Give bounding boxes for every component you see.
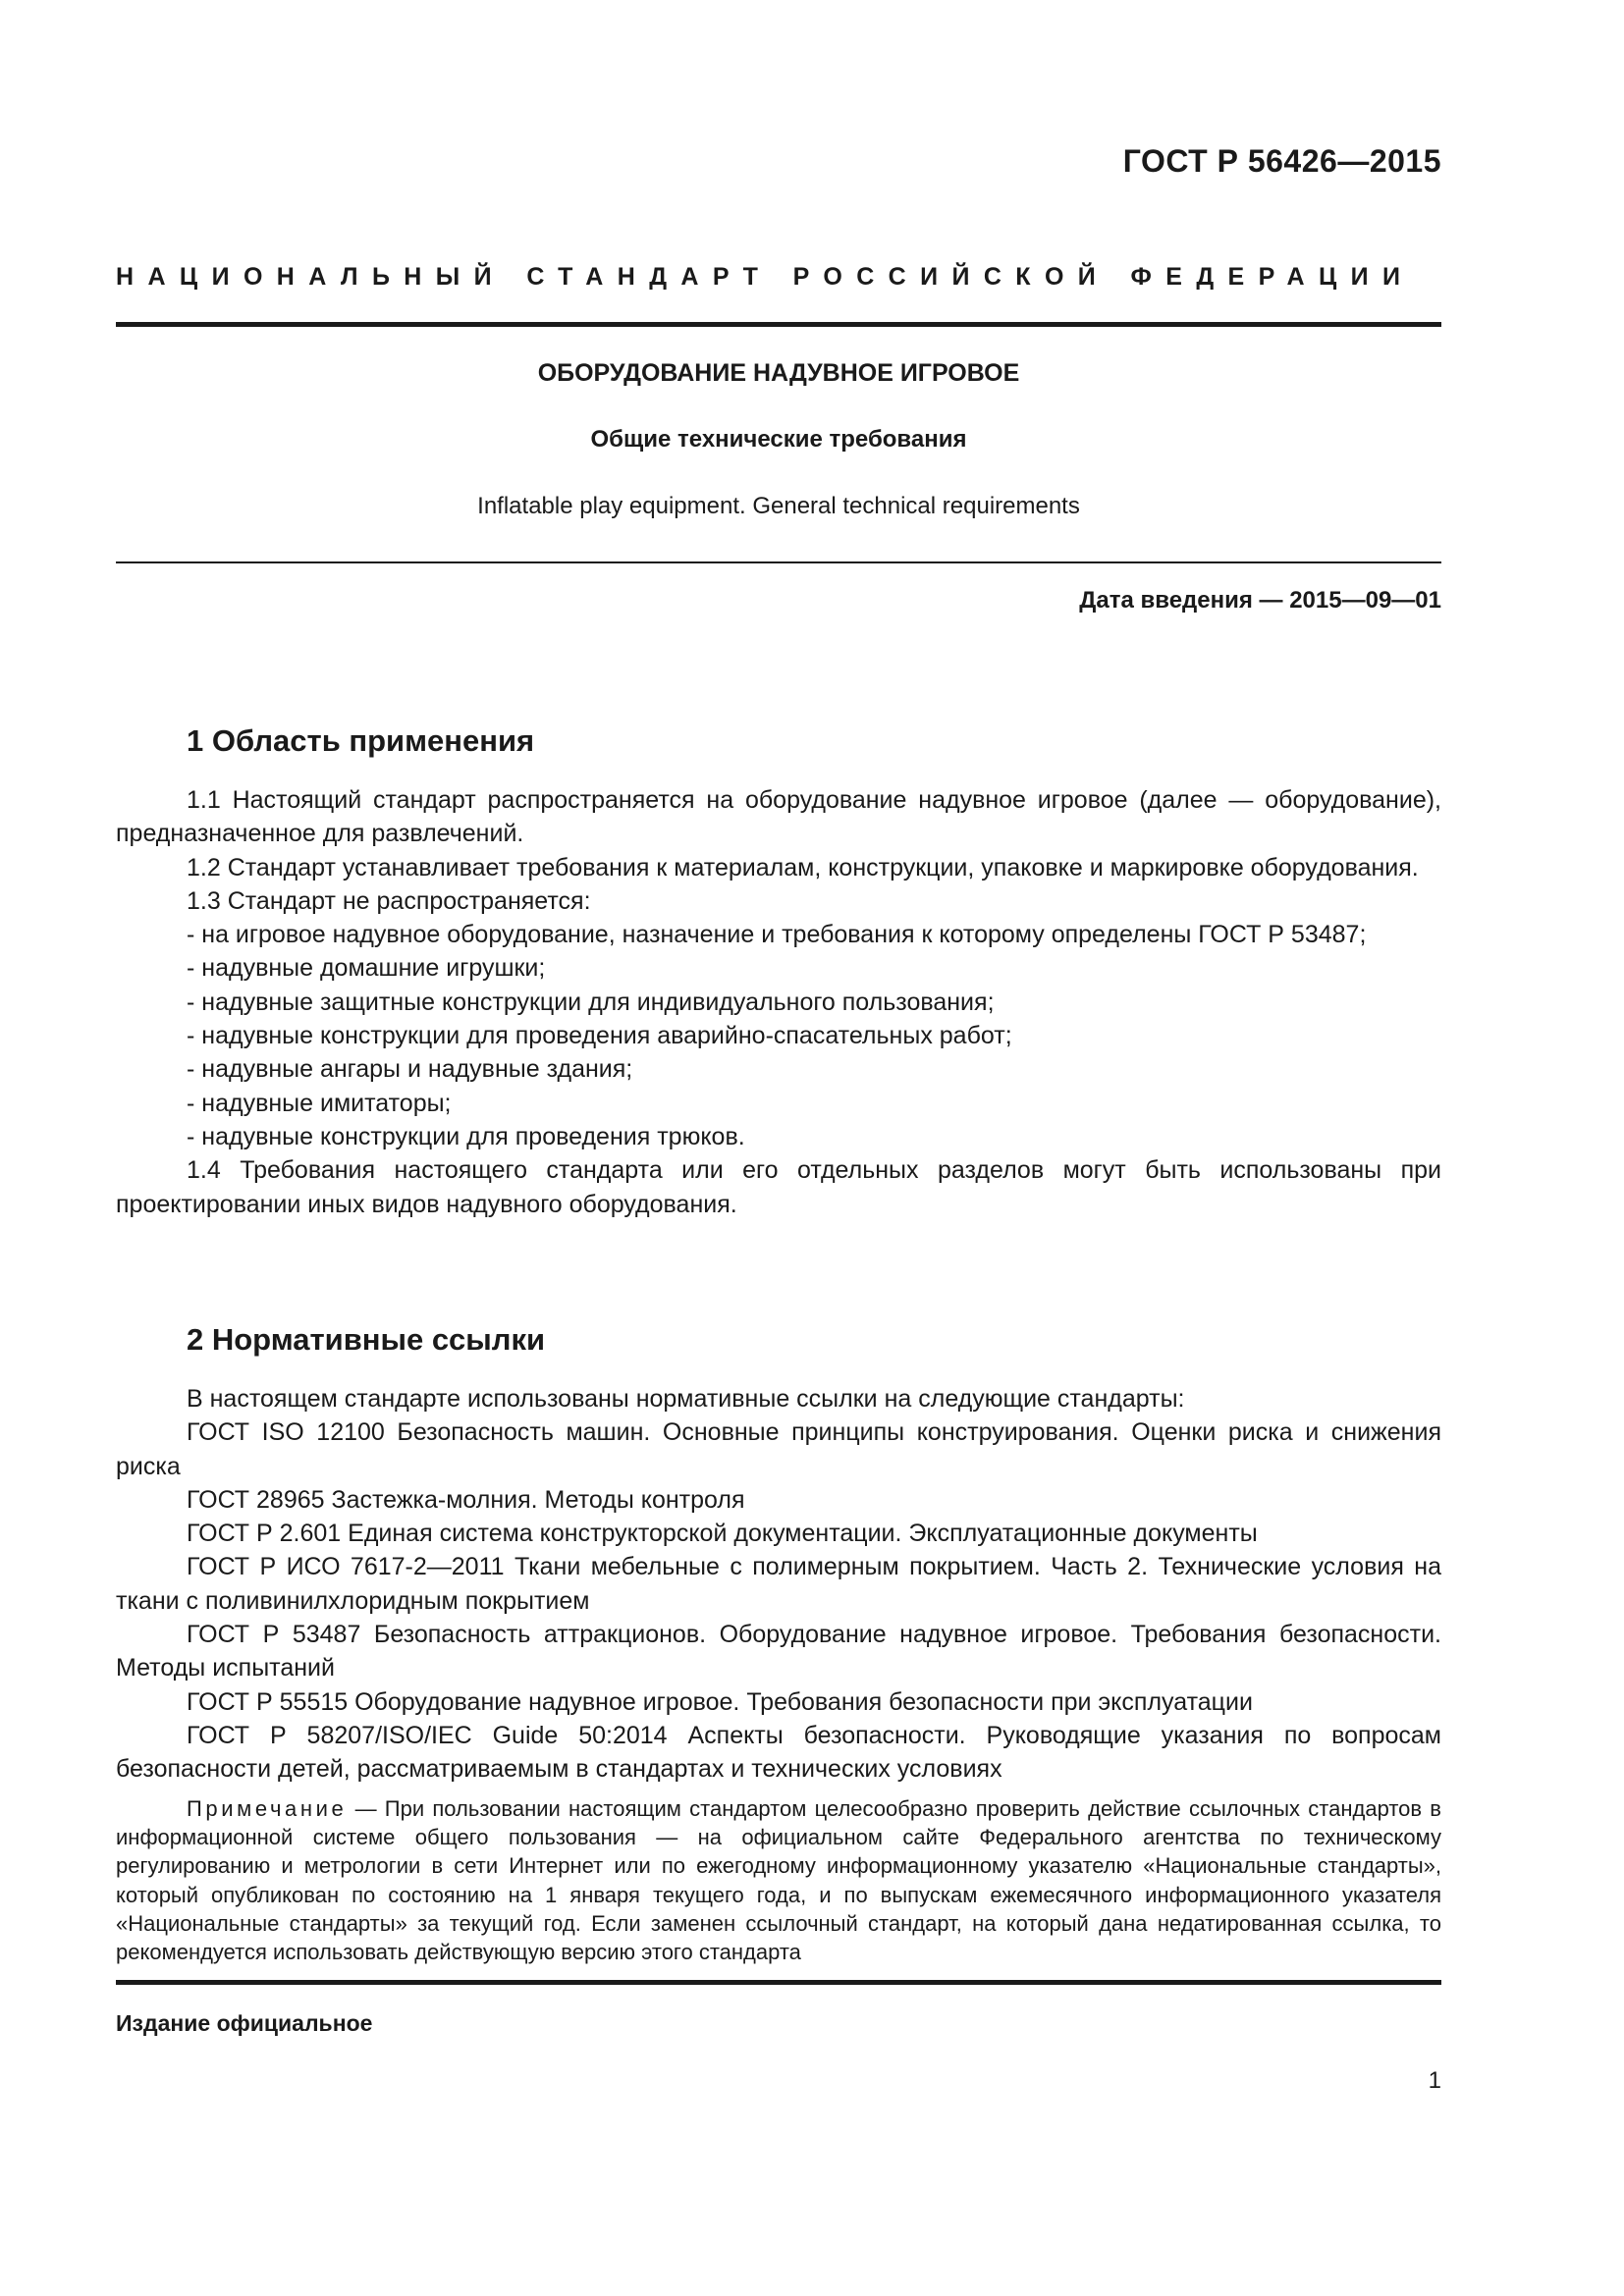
reference-item: ГОСТ Р ИСО 7617-2—2011 Ткани мебельные с полимерным покрытием. Часть 2. Технические условия на ткани с поливинилхлоридным покрытием xyxy=(116,1553,1441,1615)
reference-item: ГОСТ 28965 Застежка-молния. Методы контроля xyxy=(187,1485,745,1514)
paragraph-1-3: 1.3 Стандарт не распространяется: xyxy=(187,886,591,915)
references-intro: В настоящем стандарте использованы нормативные ссылки на следующие стандарты: xyxy=(187,1385,1185,1413)
list-item: - надувные конструкции для проведения аварийно-спасательных работ; xyxy=(187,1022,1012,1050)
document-page xyxy=(116,0,1441,2296)
document-subtitle: Общие технические требования xyxy=(590,426,967,453)
note-label: Примечание xyxy=(187,1796,348,1821)
reference-item: ГОСТ Р 55515 Оборудование надувное игровое. Требования безопасности при эксплуатации xyxy=(187,1687,1253,1716)
footer-divider xyxy=(116,1980,1441,1985)
list-item: - надувные конструкции для проведения трюков. xyxy=(187,1122,745,1150)
reference-item: ГОСТ Р 53487 Безопасность аттракционов. Оборудование надувное игровое. Требования безопасности. Методы испытаний xyxy=(116,1621,1441,1682)
section-2-body xyxy=(116,1382,1441,1787)
document-code: ГОСТ Р 56426—2015 xyxy=(1122,143,1441,179)
english-title: Inflatable play equipment. General technical requirements xyxy=(477,493,1080,519)
list-item: - на игровое надувное оборудование, назначение и требования к которому определены ГОСТ Р 53487; xyxy=(187,921,1367,949)
page-number: 1 xyxy=(1428,2067,1441,2094)
official-edition-label: Издание официальное xyxy=(116,2010,373,2036)
paragraph-1-1: 1.1 Настоящий стандарт распространяется на оборудование надувное игровое (далее — оборудование), предназначенное для развлечений. xyxy=(116,786,1441,848)
paragraph-1-2: 1.2 Стандарт устанавливает требования к материалам, конструкции, упаковке и маркировке оборудования. xyxy=(187,853,1419,881)
list-item: - надувные домашние игрушки; xyxy=(187,954,546,983)
national-standard-banner: НАЦИОНАЛЬНЫЙ СТАНДАРТ РОССИЙСКОЙ ФЕДЕРАЦИИ xyxy=(116,263,1415,291)
list-item: - надувные защитные конструкции для индивидуального пользования; xyxy=(187,988,995,1016)
list-item: - надувные имитаторы; xyxy=(187,1089,452,1117)
section-1-body xyxy=(116,783,1441,1221)
note-text: — При пользовании настоящим стандартом целесообразно проверить действие ссылочных стандартов в информационной системе общего пользования — на официальном сайте Федерального агентства по техническому регулированию и метрологии в сети Интернет или по ежегодному информационному указателю «Национальные стандарты», который опубликован по состоянию на 1 января текущего года, и по выпускам ежемесячного информационного указателя «Национальные стандарты» за текущий год. Если заменен ссылочный стандарт, на который дана недатированная ссылка, то рекомендуется использовать действующую версию этого стандарта xyxy=(116,1796,1441,1965)
note-block xyxy=(116,1794,1441,1966)
section-2-heading: 2 Нормативные ссылки xyxy=(187,1322,546,1357)
introduction-date: Дата введения — 2015—09—01 xyxy=(1079,587,1441,614)
paragraph-1-4: 1.4 Требования настоящего стандарта или его отдельных разделов могут быть использованы при проектировании иных видов надувного оборудования. xyxy=(116,1156,1441,1218)
reference-item: ГОСТ Р 2.601 Единая система конструкторской документации. Эксплуатационные документы xyxy=(187,1520,1258,1548)
list-item: - надувные ангары и надувные здания; xyxy=(187,1055,633,1084)
title-divider xyxy=(116,561,1441,563)
header-divider xyxy=(116,322,1441,327)
section-1-heading: 1 Область применения xyxy=(187,723,535,758)
reference-item: ГОСТ Р 58207/ISO/IEC Guide 50:2014 Аспекты безопасности. Руководящие указания по вопросам безопасности детей, рассматриваемым в стандартах и технических условиях xyxy=(116,1721,1441,1784)
document-title: ОБОРУДОВАНИЕ НАДУВНОЕ ИГРОВОЕ xyxy=(537,359,1020,387)
reference-item: ГОСТ ISO 12100 Безопасность машин. Основные принципы конструирования. Оценки риска и снижения риска xyxy=(116,1418,1441,1480)
